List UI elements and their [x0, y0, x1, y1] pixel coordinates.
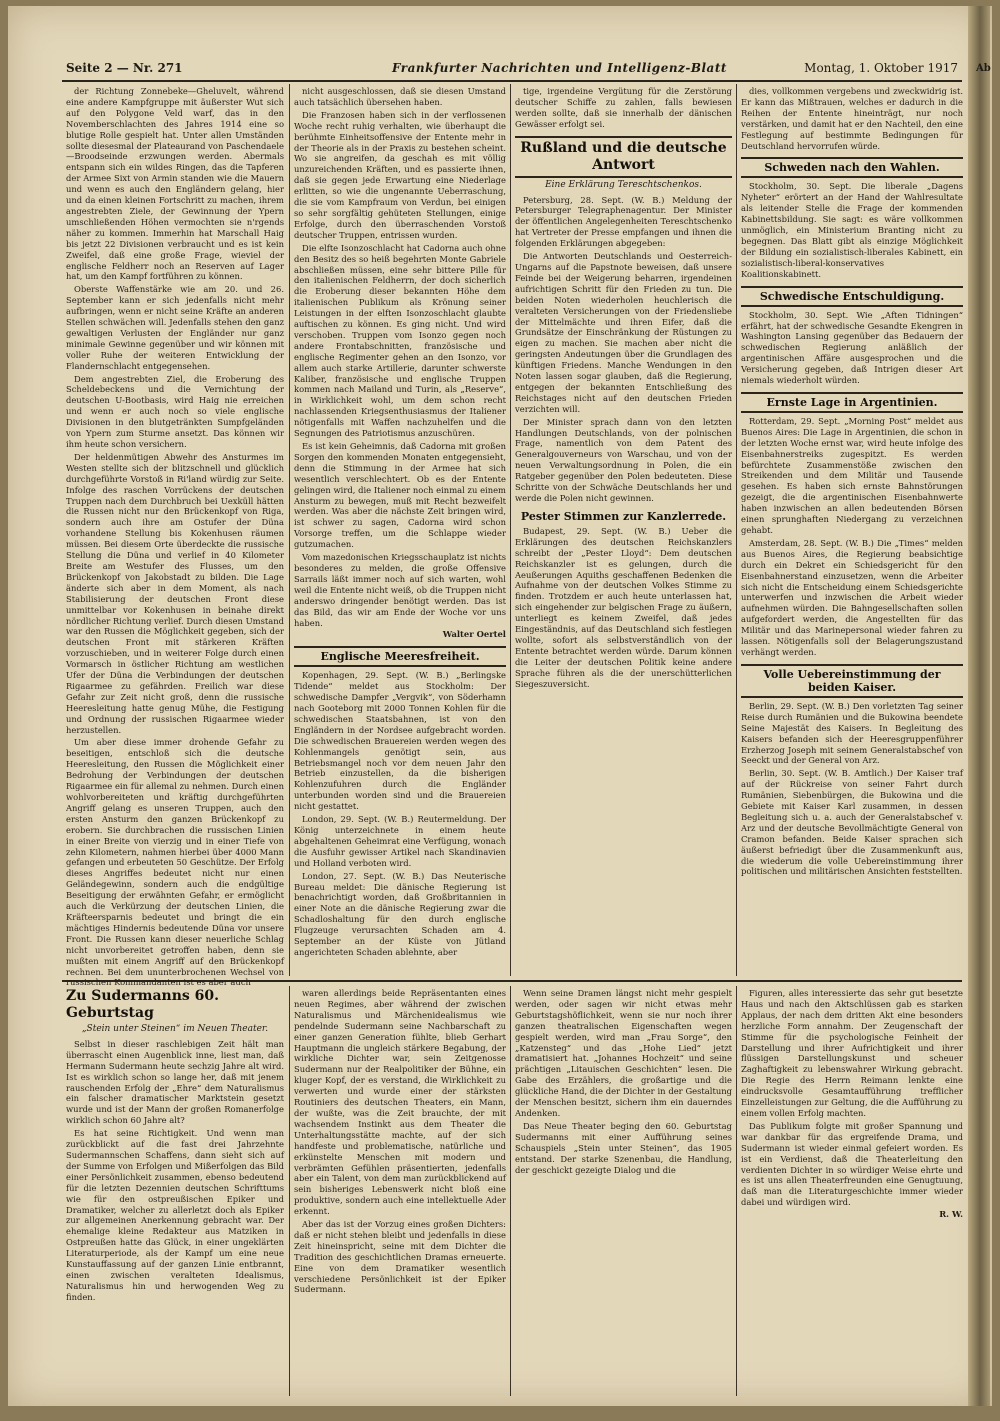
headline-englische-meeresfreiheit: Englische Meeresfreiheit.	[294, 646, 506, 667]
feuilleton-title: Zu Sudermanns 60. Geburtstag	[66, 988, 219, 1021]
paragraph: Petersburg, 28. Sept. (W. B.) Meldung der Petersburger Telegraphenagentur. Der Minister der öffentlichen Angelegenheiten Tereschtschenko hat Vertreter der Presse empfangen und ihnen die folgenden Erklärungen abgegeben:	[515, 194, 732, 249]
headline-schwedische-entschuldigung: Schwedische Entschuldigung.	[741, 286, 963, 307]
paragraph: Es ist kein Geheimnis, daß Cadorna mit großen Sorgen den kommenden Monaten entgegensieht, denn die Stimmung in der Armee hat sich wesentlich verschlechtert. Ob es der Entente gelingen wird, die Italiener noch einmal zu einem Ansturm zu bewegen, muß mit Recht bezweifelt werden. Was aber die nächste Zeit bringen wird, ist schwer zu sagen, Cadorna wird schon Vorsorge treffen, um die Schlappe wieder gutzumachen.	[294, 441, 506, 550]
paragraph: Amsterdam, 28. Sept. (W. B.) Die „Times“ melden aus Buenos Aires, die Regierung beabsichtige durch ein Dekret ein Schiedsgericht für den Eisenbahnerstand einzusetzen, wenn die Arbeiter sich nicht die Entscheidung einem Schiedsgerichte unterwerfen und inzwischen die Arbeit wieder aufnehmen würden. Die Bahngesellschaften sollen aufgefordert werden, die Angestellten für das Militär und das Marinepersonal wieder fahren zu lassen. Nötigenfalls soll der Belagerungszustand verhängt werden.	[741, 537, 963, 657]
paragraph: Wenn seine Dramen längst nicht mehr gespielt werden, oder sagen wir nicht etwas mehr Geburtstagshöflichkeit, wenn sie nur noch ihrer ganzen theatralischen Eigenschaften wegen gespielt werden, wird man „Frau Sorge“, den „Katzensteg“ und das „Hohe Lied“ jetzt dramatisiert hat. „Johannes Hochzeit“ und seine prächtigen „Litauischen Geschichten“ lesen. Die Gabe des Erzählers, die großartige und die glückliche Hand, die der Dichter in der Gestaltung der Menschen besitzt, sichern ihm ein dauerndes Andenken.	[515, 988, 732, 1118]
paragraph: tige, irgendeine Vergütung für die Zerstörung deutscher Schiffe zu zahlen, falls bewiesen werden sollte, daß sie innerhalb der dänischen Gewässer erfolgt sei.	[515, 86, 732, 129]
paragraph: London, 27. Sept. (W. B.) Das Neuterische Bureau meldet: Die dänische Regierung ist benachrichtigt worden, daß Großbritannien in einer Note an die dänische Regierung zwar die Schadloshaltung für den durch englische Flugzeuge verursachten Schaden am 4. September an der Küste von Jütland angerichteten Schaden ablehnte, aber	[294, 870, 506, 957]
feuilleton-column-4	[741, 988, 963, 1396]
paragraph: Berlin, 30. Sept. (W. B. Amtlich.) Der Kaiser traf auf der Rückreise von seiner Fahrt durch Rumänien, Siebenbürgen, die Bukowina und die Gebiete mit Kaiser Karl zusammen, in dessen Begleitung sich u. a. auch der Generalstabschef v. Arz und der deutsche Bevollmächtigte General von Cramon befanden. Beide Kaiser sprachen sich äußerst befriedigt über die Zusammenkunft aus, die wiederum die volle Uebereinstimmung ihrer politischen und militärischen Ansichten feststellten.	[741, 768, 963, 877]
paragraph: der Richtung Zonnebeke—Gheluvelt, während eine andere Kampfgruppe mit äußerster Wut sich auf den Polygone Veld warf, das in den Novemberschlachten des Jahres 1914 eine so blutige Rolle gespielt hat. Unter allen Umständen sollte diesesmal der Plateaurand von Paschendaele—Broodseinde erzwungen werden. Abermals entspann sich ein wildes Ringen, das die Tapferen der Armee Sixt von Armin standen wie die Mauern und wenn es auch den Engländern gelang, hier und da einen kleinen Fortschritt zu machen, ihrem angestrebten Ziele, der Gewinnung der Ypern umschließenden Höhen vermochten sie n'rgends näher zu kommen. Immerhin hat Marschall Haig bis jetzt 22 Divisionen verbraucht und es ist kein Zweifel, daß eine große Frage, wieviel der englische Feldherr noch an Reserven auf Lager hat, um den Kampf fortführen zu können.	[66, 86, 284, 282]
feuilleton-subtitle: „Stein unter Steinen“ im Neuen Theater.	[81, 1024, 269, 1034]
column-rule	[289, 986, 290, 1396]
paragraph: Aber das ist der Vorzug eines großen Dichters: daß er nicht stehen bleibt und jedenfalls in diese Zeit hineinspricht, seine mit dem Dichter die Tradition des geschichtlichen Dramas erneuerte. Eine von dem Dramatiker wesentlich verschiedene Persönlichkeit ist der Epiker Sudermann.	[294, 1219, 506, 1295]
paragraph: Stockholm, 30. Sept. Die liberale „Dagens Nyheter“ erörtert an der Hand der Wahlresultate als leitender Stelle die Frage der kommenden Kabinettsbildung. Sie sagt: es wäre vollkommen unmöglich, ein Ministerium Branting nicht zu begegnen. Das Blatt gibt als einzige Möglichkeit der Bildung ein sozialistisch-liberales Kabinett, ein sozialistisch-liberal-konservatives Koalitionskabinett.	[741, 181, 963, 279]
subheadline: Eine Erklärung Tereschtschenkos.	[545, 179, 702, 190]
paragraph: Figuren, alles interessierte das sehr gut besetzte Haus und nach den Aktschlüssen gab es starken Applaus, der nach dem dritten Akt eine besonders herzliche Form annahm. Der Zeugenschaft der Stimme für die psychologische Feinheit der Darstellung und ihrer Aufrichtigkeit und ihrer flüssigen Darstellungskunst und scheuer Zaghaftigkeit zu lebenswahrer Wirkung gebracht. Die Regie des Herrn Reimann lenkte eine eindrucksvolle Gesamtaufführung trefflicher Einzelleistungen zur Geltung, die die Aufführung zu einem vollen Erfolg machten.	[741, 988, 963, 1118]
paragraph: London, 29. Sept. (W. B.) Reutermeldung. Der König unterzeichnete in einem heute abgehaltenen Geheimrat eine Verfügung, wonach die Ausfuhr gewisser Artikel nach Skandinavien und Holland verboten wird.	[294, 814, 506, 868]
page-number: Seite 2 — Nr. 271	[66, 61, 183, 75]
article-russland-antwort	[515, 86, 732, 976]
column-rule	[510, 986, 511, 1396]
paragraph: Kopenhagen, 29. Sept. (W. B.) „Berlingske Tidende“ meldet aus Stockholm: Der schwedische Dampfer „Vergvik“, von Söderhamn nach Gooteborg mit 2000 Tonnen Kohlen für die schwedischen Staatsbahnen, ist von den Engländern in der Nordsee aufgebracht worden. Die schwedischen Brauereien werden wegen des Kohlenmangels genötigt sein, aus Betriebsmangel noch vor dem neuen Jahr den Betrieb einzustellen, da die bisherigen Kohlenzufuhren durch die Engländer unterbunden worden sind und die Brauereien nicht gestattet.	[294, 670, 506, 812]
newspaper-title: Frankfurter Nachrichten und Intelligenz-Blatt	[392, 61, 727, 75]
issue-date: Montag, 1. Oktober 1917	[804, 61, 958, 75]
paragraph: Die Antworten Deutschlands und Oesterreich-Ungarns auf die Papstnote beweisen, daß unsere Feinde bei der Weigerung beharren, irgendeinen aufrichtigen Schritt für den Frieden zu tun. Die beiden Noten wiederholen heuchlerisch die veralteten Versicherungen von der Friedensliebe der Mittelmächte und ihren Eifer, daß die Grundsätze der Einschränkung der Rüstungen zu eigen zu machen. Sie machen aber nicht die geringsten Andeutungen über die Grundlagen des künftigen Friedens. Manche Wendungen in den Noten lassen sogar glauben, daß die Regierung, entgegen der bekannten Entschließung des Reichstages nicht auf den deutschen Frieden verzichten will.	[515, 251, 732, 414]
paragraph: Berlin, 29. Sept. (W. B.) Den vorletzten Tag seiner Reise durch Rumänien und die Bukowina beendete Seine Majestät des Kaisers. In Begleitung des Kaisers befanden sich der Heeresgruppenführer Erzherzog Joseph mit seinem Generalstabschef von Seeckt und der General von Arz.	[741, 700, 963, 766]
headline-russland: Rußland und die deutsche Antwort	[515, 136, 732, 178]
paragraph: Stockholm, 30. Sept. Wie „Aften Tidningen“ erfährt, hat der schwedische Gesandte Ekengren in Washington Lansing gegenüber das Bedauern der schwedischen Regierung anläßlich der argentinischen Affäre ausgesprochen und die Versicherung gegeben, daß Intrigen dieser Art niemals wiederholt würden.	[741, 309, 963, 386]
paragraph: Selbst in dieser raschlebigen Zeit hält man überrascht einen Augenblick inne, liest man, daß Hermann Sudermann heute sechzig Jahre alt wird. Ist es wirklich schon so lange her, daß mit jenem rauschenden Erfolg der „Ehre“ dem Naturalismus ein falscher dramatischer Marktstein gesetzt wurde und ist der Mann der großen Romanerfolge wirklich schon 60 Jahre alt?	[66, 1038, 284, 1126]
next-page-edge-text: Ab	[976, 63, 991, 74]
feuilleton-column-2	[294, 988, 506, 1396]
headline-argentinien: Ernste Lage in Argentinien.	[741, 392, 963, 413]
article-weekly-review-part2	[294, 86, 506, 976]
article-ausland	[741, 86, 963, 976]
paragraph: Die Franzosen haben sich in der verflossenen Woche recht ruhig verhalten, wie überhaupt die berühmte Einheitsoffensive der Entente mehr in der Theorie als in der Praxis zu bestehen scheint. Wo sie angreifen, da geschah es mit völlig unzureichenden Kräften, und es passierte ihnen, daß sie gegen jede Erwartung eine Niederlage erlitten, so wie die ungenannte Ueberraschung, die sie vom Kampfraum von Verdun, bei einigen so sehr sorgfältig gehüteten Stellungen, einige Erfolge, durch den überraschenden Vorstoß deutscher Truppen, entrissen wurden.	[294, 109, 506, 240]
page-gutter	[968, 6, 990, 1406]
headline-pester-stimmen: Pester Stimmen zur Kanzlerrede.	[520, 509, 727, 523]
headline-schweden-wahlen: Schweden nach den Wahlen.	[741, 157, 963, 178]
paragraph: Budapest, 29. Sept. (W. B.) Ueber die Erklärungen des deutschen Reichskanzlers schreibt der „Pester Lloyd“: Dem deutschen Reichskanzler ist es gelungen, durch die Aeußerungen Aquiths geschaffenen Bedenken die Aufnahme von der deutschen Volkes Stimme zu finden. Trotzdem er auch heute unterlassen hat, sich eingehender zur belgischen Frage zu äußern, unterliegt es keinem Zweifel, daß jedes Eingeständnis, auf das Deutschland sich festlegen wollte, sofort als selbstverständlich von der Entente betrachtet werden würde. Darum können die Leiter der deutschen Politik keine andere Sprache führen als die der unerschütterlichen Siegeszuversicht.	[515, 525, 732, 689]
paragraph: Es hat seine Richtigkeit. Und wenn man zurückblickt auf die fast drei Jahrzehnte Sudermannschen Schaffens, dann sieht sich auf der Summe von Erfolgen und Mißerfolgen das Bild einer Persönlichkeit zusammen, ebenso bedeutend für die letzten Dezennien deutschen Schrifttums wie für den ostpreußischen Epiker und Dramatiker, welcher zu allerletzt doch als Epiker zur allgemeinen Anerkennung gebracht war. Der ehemalige kleine Redakteur aus Matziken in Ostpreußen hatte das Glück, in einer ungeklärten Literaturperiode, als der Kampf um eine neue Kunstauffassung auf der ganzen Linie entbrannt, einen zwischen veralteten Idealismus, Naturalismus hin und herwogenden Weg zu finden.	[66, 1128, 284, 1302]
column-rule	[289, 84, 290, 976]
paragraph: Oberste Waffenstärke wie am 20. und 26. September kann er sich jedenfalls nicht mehr aufbringen, wenn er nicht seine Kräfte an anderen Stellen schwächen will. Jedenfalls stehen den ganz gewaltigen Verlusten der Engländer nur ganz minimale Gewinne gegenüber und wir können mit voller Ruhe der weiteren Entwicklung der Flandernschlacht entgegensehen.	[66, 284, 284, 371]
feuilleton-column-1	[66, 986, 284, 1396]
feuilleton-signature: R. W.	[939, 1209, 963, 1220]
paragraph: Um aber diese immer drohende Gefahr zu beseitigen, entschloß sich die deutsche Heeresleitung, den Russen die Möglichkeit einer Bedrohung der Verbindungen der deutschen Rigaarmee ein für allemal zu nehmen. Durch einen wohlvorbereiteten und kräftig durchgeführten Angriff gelang es unseren Truppen, auch den ersten Ansturm den ganzen Brückenkopf zu erobern. Sie durchbrachen die russischen Linien in einer Breite von vierzig und in einer Tiefe von zehn Kilometern, nahmen hierbei über 4000 Mann gefangen und erbeuteten 50 Geschütze. Der Erfolg dieses Angriffes bedeutet nicht nur einen Geländegewinn, sondern auch die endgültige Beseitigung der erwähnten Gefahr, er ermöglicht auch die Verkürzung der deutschen Linien, die Kräfteersparnis bedeutet und bringt die ein mächtiges Hindernis bedeutende Düna vor unsere Front. Die Russen kann dieser neuerliche Schlag nicht unvorbereitet getroffen haben, denn sie mußten mit einem Angriff auf den Brückenkopf rechnen. Bei dem ununterbrochenen Wechsel von russischen Kommandanten ist es aber auch	[66, 737, 284, 988]
paragraph: Der heldenmütigen Abwehr des Ansturmes im Westen stellte sich der blitzschnell und glücklich durchgeführte Vorstoß in Ri'land würdig zur Seite. Infolge des raschen Vorrückens der deutschen Truppen nach dem Durchbruch bei Uexküll hätten die Russen nicht nur den Brückenkopf von Riga, sondern auch ihre am Ostufer der Düna vorhandene Stellung bis Kokenhusen räumen müssen. Bei diesem Orte überdeckte die russische Stellung die Düna und verlief in 40 Kilometer Breite am Westufer des Flusses, um den Brückenkopf von Jakobstadt zu bilden. Die Lage änderte sich aber in dem Moment, als nach Stabilisierung der deutschen Front diese unmittelbar vor Kokenhusen in beinahe direkt nördlicher Richtung verlief. Durch diesen Umstand war den Russen die Möglichkeit gegeben, sich der deutschen Front mit stärkeren Kräften vorzuschieben, und in weiterer Folge durch einen Vormarsch in östlicher Richtung am westlichen Ufer der Düna die Verbindungen der deutschen Rigaarmee zu gefährden. Freilich war diese Gefahr zur Zeit nicht groß, denn die russische Heeresleitung hatte genug Mühe, die Festigung und Ordnung der russischen Rigaarmee wieder herzustellen.	[66, 451, 284, 735]
paragraph: Die elfte Isonzoschlacht hat Cadorna auch ohne den Besitz des so heiß begehrten Monte Gabriele abschließen müssen, eine sehr bittere Pille für den italienischen Feldherrn, der doch sicherlich die Eroberung dieser bekannten Höhe dem italienischen Publikum als Krönung seiner Leistungen in der elften Isonzoschlacht glaubte auftischen zu können. Es ging nicht. Und wird verschoben. Truppen vom Isonzo gegen noch andere Frontabschnitten, französische und englische Regimenter gehen an den Isonzo, vor allem auch starke Artillerie, darunter schwerste Kaliber, französische und englische Truppen kommen nach Mailand und Turin, als „Reserve“, in Wirklichkeit wohl, um dem schon recht nachlassenden Kriegsenthusiasmus der Italiener nötigenfalls mit Waffen nachzuhelfen und die Segnungen des Patriotismus anzuschüren.	[294, 242, 506, 439]
headline-kaiser: Volle Uebereinstimmung der beiden Kaiser.	[741, 664, 963, 698]
paragraph: Das Publikum folgte mit großer Spannung und war dankbar für das ergreifende Drama, und Sudermann ist wieder einmal gefeiert worden. Es ist ein Verdienst, daß die Theaterleitung den verdienten Dichter in so würdiger Weise ehrte und es ist uns allen Theaterfreunden eine Genugtuung, daß man die Literaturgeschichte immer wieder dabei und würdigen wird.	[741, 1120, 963, 1208]
column-rule	[736, 986, 737, 1396]
column-rule	[510, 84, 511, 976]
paragraph: Das Neue Theater beging den 60. Geburtstag Sudermanns mit einer Aufführung seines Schauspiels „Stein unter Steinen“, das 1905 entstand. Der starke Szenenbau, die Handlung, der geschickt gezeigte Dialog und die	[515, 1120, 732, 1175]
paragraph: waren allerdings beide Repräsentanten eines neuen Regimes, aber während der zwischen Naturalismus und Märchenidealismus wie pendelnde Sudermann seine Nachbarschaft zu einer ganzen Generation fühlte, blieb Gerhart Hauptmann die ungleich stärkere Begabung, der wirkliche Dichter war, sein Zeitgenosse Sudermann nur der Realpolitiker der Bühne, ein kluger Kopf, der es verstand, die Wirklichkeit zu verwerten und wurde einer der stärksten Routiniers des deutschen Theaters, ein Mann, der wußte, was die Zeit brauchte, der mit wachsendem Instinkt aus dem Theater die Unterhaltungsstätte machte, auf der sich handfeste und problematische, natürliche und erkünstelte Menschen mit modern und verbrämten Gefühlen präsentierten, jedenfalls aber ein Talent, von dem man zurückblickend auf sein bisheriges Lebenswerk nicht bloß eine produktive, sondern auch eine intellektuelle Ader erkennt.	[294, 988, 506, 1217]
paragraph: Der Minister sprach dann von den letzten Handlungen Deutschlands, von der polnischen Frage, namentlich von dem Patent des Generalgouverneurs von Warschau, und von der neuen Verwaltungsordnung in Polen, die ein Ratgeber gegenüber den Polen bedeuteten. Diese Schritte von der Schwäche Deutschlands her und werde die Polen nicht gewinnen.	[515, 416, 732, 503]
article-weekly-review-part1	[66, 86, 284, 988]
newspaper-page	[8, 6, 992, 1406]
feuilleton-column-3	[515, 988, 732, 1396]
author-signature: Walter Oertel	[442, 629, 506, 640]
paragraph: dies, vollkommen vergebens und zweckwidrig ist. Er kann das Mißtrauen, welches er dadurch in die Reihen der Entente hineinträgt, nur noch verstärken, und damit hat er den Nachteil, den eine Festlegung auf bestimmte Bedingungen für Deutschland hervorrufen würde.	[741, 86, 963, 151]
paragraph: Rotterdam, 29. Sept. „Morning Post“ meldet aus Buenos Aires: Die Lage in Argentinien, die schon in der letzten Woche ernst war, wird heute infolge des Eisenbahnerstreiks zugespitzt. Es werden befürchtete Zusammenstöße zwischen den Streikenden und dem Militär und Tausende gesehen. Es haben sich ernste Bahnstörungen gezeigt, die die argentinischen Eisenbahnwerte haben inzwischen an allen bedeutenden Börsen einen sprunghaften Niedergang zu verzeichnen gehabt.	[741, 415, 963, 535]
paragraph: Dem angestrebten Ziel, die Eroberung des Scheldebeckens und die Vernichtung der deutschen U-Bootbasis, wird Haig nie erreichen und wenn er auch noch so viele englische Divisionen in den blutgetränkten Sumpfgeländen von Ypern zum Sturme ansetzt. Das können wir ihm heute schon versichern.	[66, 373, 284, 449]
masthead	[62, 58, 962, 82]
paragraph: nicht ausgeschlossen, daß sie diesen Umstand auch tatsächlich übersehen haben.	[294, 86, 506, 107]
column-rule	[736, 84, 737, 976]
paragraph: Vom mazedonischen Kriegsschauplatz ist nichts besonderes zu melden, die große Offensive Sarrails läßt immer noch auf sich warten, wohl weil die Entente nicht weiß, ob die Truppen nicht anderswo dringender benötigt werden. Das ist das Bild, das wir am Ende der Woche vor uns haben.	[294, 552, 506, 628]
